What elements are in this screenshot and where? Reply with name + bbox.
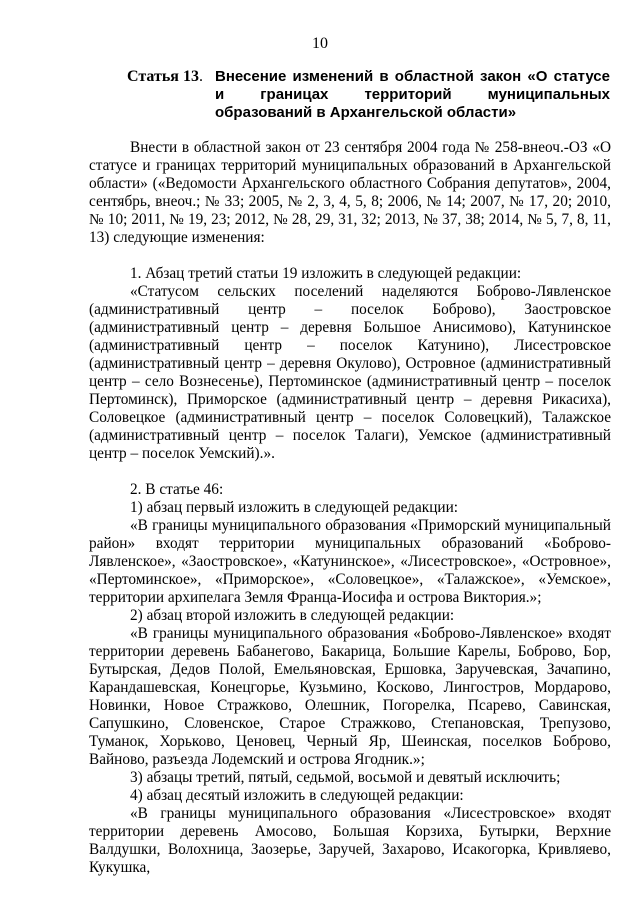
subitem-1-text: «В границы муниципального образования «Приморский муниципальный район» входят территории муниципальных образований «Боброво-Лявленское», «Заостровское», «Катунинское», «Лисестровское», «Островное», «Пертоминское», «Приморское», «Соловецкое», «Талажское», «Уемское», территории архипелага Земля Франца-Иосифа и острова Виктория.»; [89,517,611,606]
document-body [89,139,611,877]
subitem-1-heading: 1) абзац первый изложить в следующей редакции: [130,499,459,516]
subitem-3-text: 3) абзацы третий, пятый, седьмой, восьмой и девятый исключить; [130,769,561,786]
item-1-heading: 1. Абзац третий статьи 19 изложить в следующей редакции: [130,265,522,282]
subitem-4-text: «В границы муниципального образования «Лисестровское» входят территории деревень Амосово, Большая Корзиха, Бутырки, Верхние Валдушки, Волохница, Заозерье, Заручей, Захарово, Исакогорка, Кривляево, Кукушка, [89,805,611,876]
subitem-2-text: «В границы муниципального образования «Боброво-Лявленское» входят территории деревень Бабанегово, Бакарица, Большие Карелы, Боброво, Бор, Бутырская, Дедов Полой, Емельяновская, Ершовка, Заручевская, Зачапино, Карандашевская, Конецгорье, Кузьмино, Косково, Лингостров, Мордарово, Новинки, Новое Стражково, Олешник, Погорелка, Псарево, Савинская, Сапушкино, Словенское, Старое Стражково, Степановская, Трепузово, Туманок, Хорьково, Ценовец, Черный Яр, Шеинская, поселков Боброво, Вайново, разъезда Лодемский и острова Ягодник.»; [89,625,611,768]
article-label-text: Статья 13 [127,68,199,85]
article-19-new-text: «Статусом сельских поселений наделяются Боброво-Лявленское (административный центр – поселок Боброво), Заостровское (административный центр – деревня Большое Анисимово), Катунинское (административный центр – поселок Катунино), Лисестровское (административный центр – деревня Окулово), Островное (административный центр – село Вознесенье), Пертоминское (административный центр – поселок Пертоминск), Приморское (административный центр – деревня Рикасиха), Соловецкое (административный центр – поселок Соловецкий), Талажское (административный центр – поселок Талаги), Уемское (административный центр – поселок Уемский).». [89,283,611,462]
article-heading [127,68,610,122]
page-number: 10 [312,35,328,52]
article-label: Статья 13. [127,68,203,85]
intro-paragraph: Внести в областной закон от 23 сентября 2004 года № 258-внеоч.-ОЗ «О статусе и границах территорий муниципальных образований в Архангельской области» («Ведомости Архангельского областного Собрания депутатов», 2004, сентябрь, внеоч.; № 33; 2005, № 2, 3, 4, 5, 8; 2006, № 14; 2007, № 17, 20; 2010, № 10; 2011, № 19, 23; 2012, № 28, 29, 31, 32; 2013, № 37, 38; 2014, № 5, 7, 8, 11, 13) следующие изменения: [89,139,611,246]
item-2-heading: 2. В статье 46: [130,481,224,498]
subitem-4-heading: 4) абзац десятый изложить в следующей редакции: [130,787,464,804]
article-title: Внесение изменений в областной закон «О статусе и границах территорий муниципальных образований в Архангельской области» [215,68,610,121]
subitem-2-heading: 2) абзац второй изложить в следующей редакции: [130,607,455,624]
